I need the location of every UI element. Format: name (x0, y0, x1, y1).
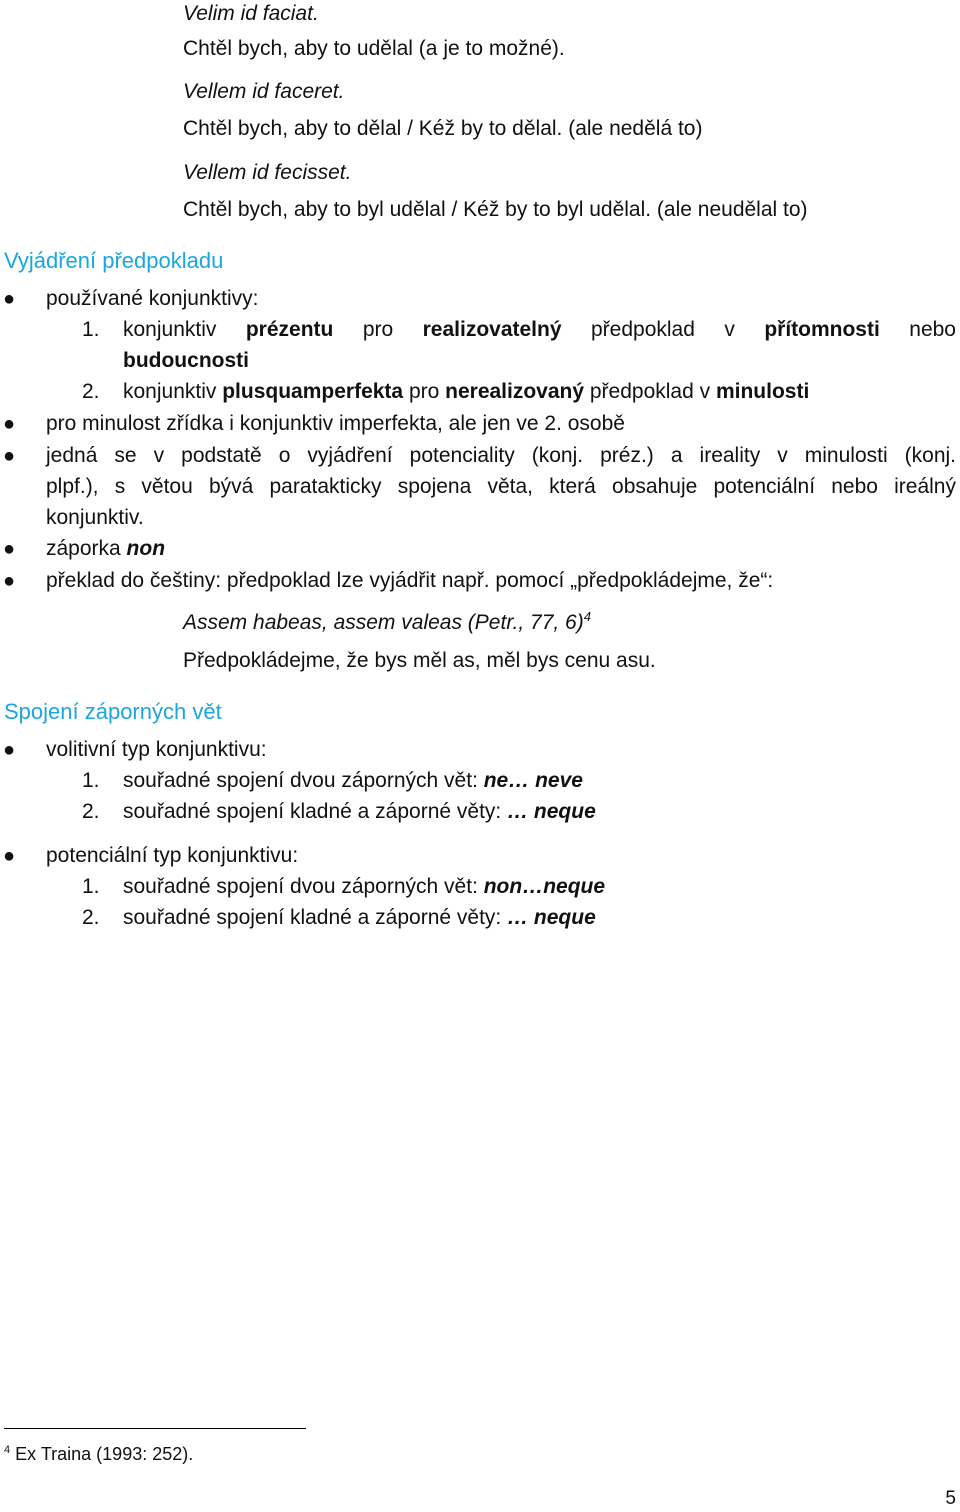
footnote-text: Ex Traina (1993: 252). (15, 1444, 194, 1464)
bullet-text-past: pro minulost zřídka i konjunktiv imperfekta, ale jen ve 2. osobě (46, 412, 625, 435)
bullet-text-volitive: volitivní typ konjunktivu: (46, 738, 267, 761)
bullet-icon: ● (3, 413, 16, 435)
bullet-icon: ● (3, 845, 16, 867)
list-number: 1. (82, 875, 100, 898)
section-heading-assumption: Vyjádření předpokladu (4, 248, 224, 273)
list-item-volitive-1: souřadné spojení dvou záporných vět: ne… neve (123, 769, 583, 792)
example-latin-assem: Assem habeas, assem valeas (Petr., 77, 6)$^4$ (183, 609, 591, 634)
bullet-text-potentiality-l2: plpf.), s větou bývá paratakticky spojena věta, která obsahuje potenciální nebo ireálný (46, 475, 956, 498)
bullet-icon: ● (3, 288, 16, 310)
list-number: 1. (82, 769, 100, 792)
list-item-volitive-2: souřadné spojení kladné a záporné věty: … neque (123, 800, 596, 823)
bullet-text-translation: překlad do češtiny: předpoklad lze vyjádřit např. pomocí „předpokládejme, že“: (46, 569, 774, 592)
bullet-icon: ● (3, 739, 16, 761)
bullet-icon: ● (3, 570, 16, 592)
section-heading-negative-clauses: Spojení záporných vět (4, 699, 222, 724)
list-number: 1. (82, 318, 100, 341)
list-item-present: konjunktiv prézentu pro realizovatelný předpoklad v přítomnosti nebo (123, 318, 956, 341)
list-number: 2. (82, 906, 100, 929)
example-latin-3: Vellem id fecisset. (183, 161, 352, 184)
list-item-potential-2: souřadné spojení kladné a záporné věty: … neque (123, 906, 596, 929)
example-czech-1: Chtěl bych, aby to udělal (a je to možné). (183, 37, 565, 60)
footnote-ref: 4 (583, 609, 591, 624)
list-item-pluperfect: konjunktiv plusquamperfekta pro nerealizovaný předpoklad v minulosti (123, 380, 810, 403)
example-czech-assem: Předpokládejme, že bys měl as, měl bys cenu asu. (183, 649, 656, 672)
example-latin-2: Vellem id faceret. (183, 80, 345, 103)
list-number: 2. (82, 800, 100, 823)
page-number: 5 (945, 1488, 956, 1509)
footnote-number: 4 (4, 1444, 11, 1456)
bullet-text-potential: potenciální typ konjunktivu: (46, 844, 299, 867)
footnote (4, 1440, 193, 1468)
footnote-separator (4, 1428, 306, 1429)
example-czech-3: Chtěl bych, aby to byl udělal / Kéž by to byl udělal. (ale neudělal to) (183, 198, 808, 221)
bullet-icon: ● (3, 445, 16, 467)
bullet-text-potentiality-l3: konjunktiv. (46, 506, 144, 529)
example-latin-1: Velim id faciat. (183, 2, 319, 25)
bullet-text-negation: záporka non (46, 537, 166, 560)
list-number: 2. (82, 380, 100, 403)
example-czech-2: Chtěl bych, aby to dělal / Kéž by to dělal. (ale nedělá to) (183, 117, 703, 140)
list-item-present-cont: budoucnosti (123, 349, 249, 372)
bullet-text-potentiality-l1: jedná se v podstatě o vyjádření potenciality (konj. préz.) a ireality v minulosti (konj. (46, 444, 956, 467)
bullet-icon: ● (3, 538, 16, 560)
list-item-potential-1: souřadné spojení dvou záporných vět: non…neque (123, 875, 606, 898)
bullet-text-conjunctives: používané konjunktivy: (46, 287, 259, 310)
